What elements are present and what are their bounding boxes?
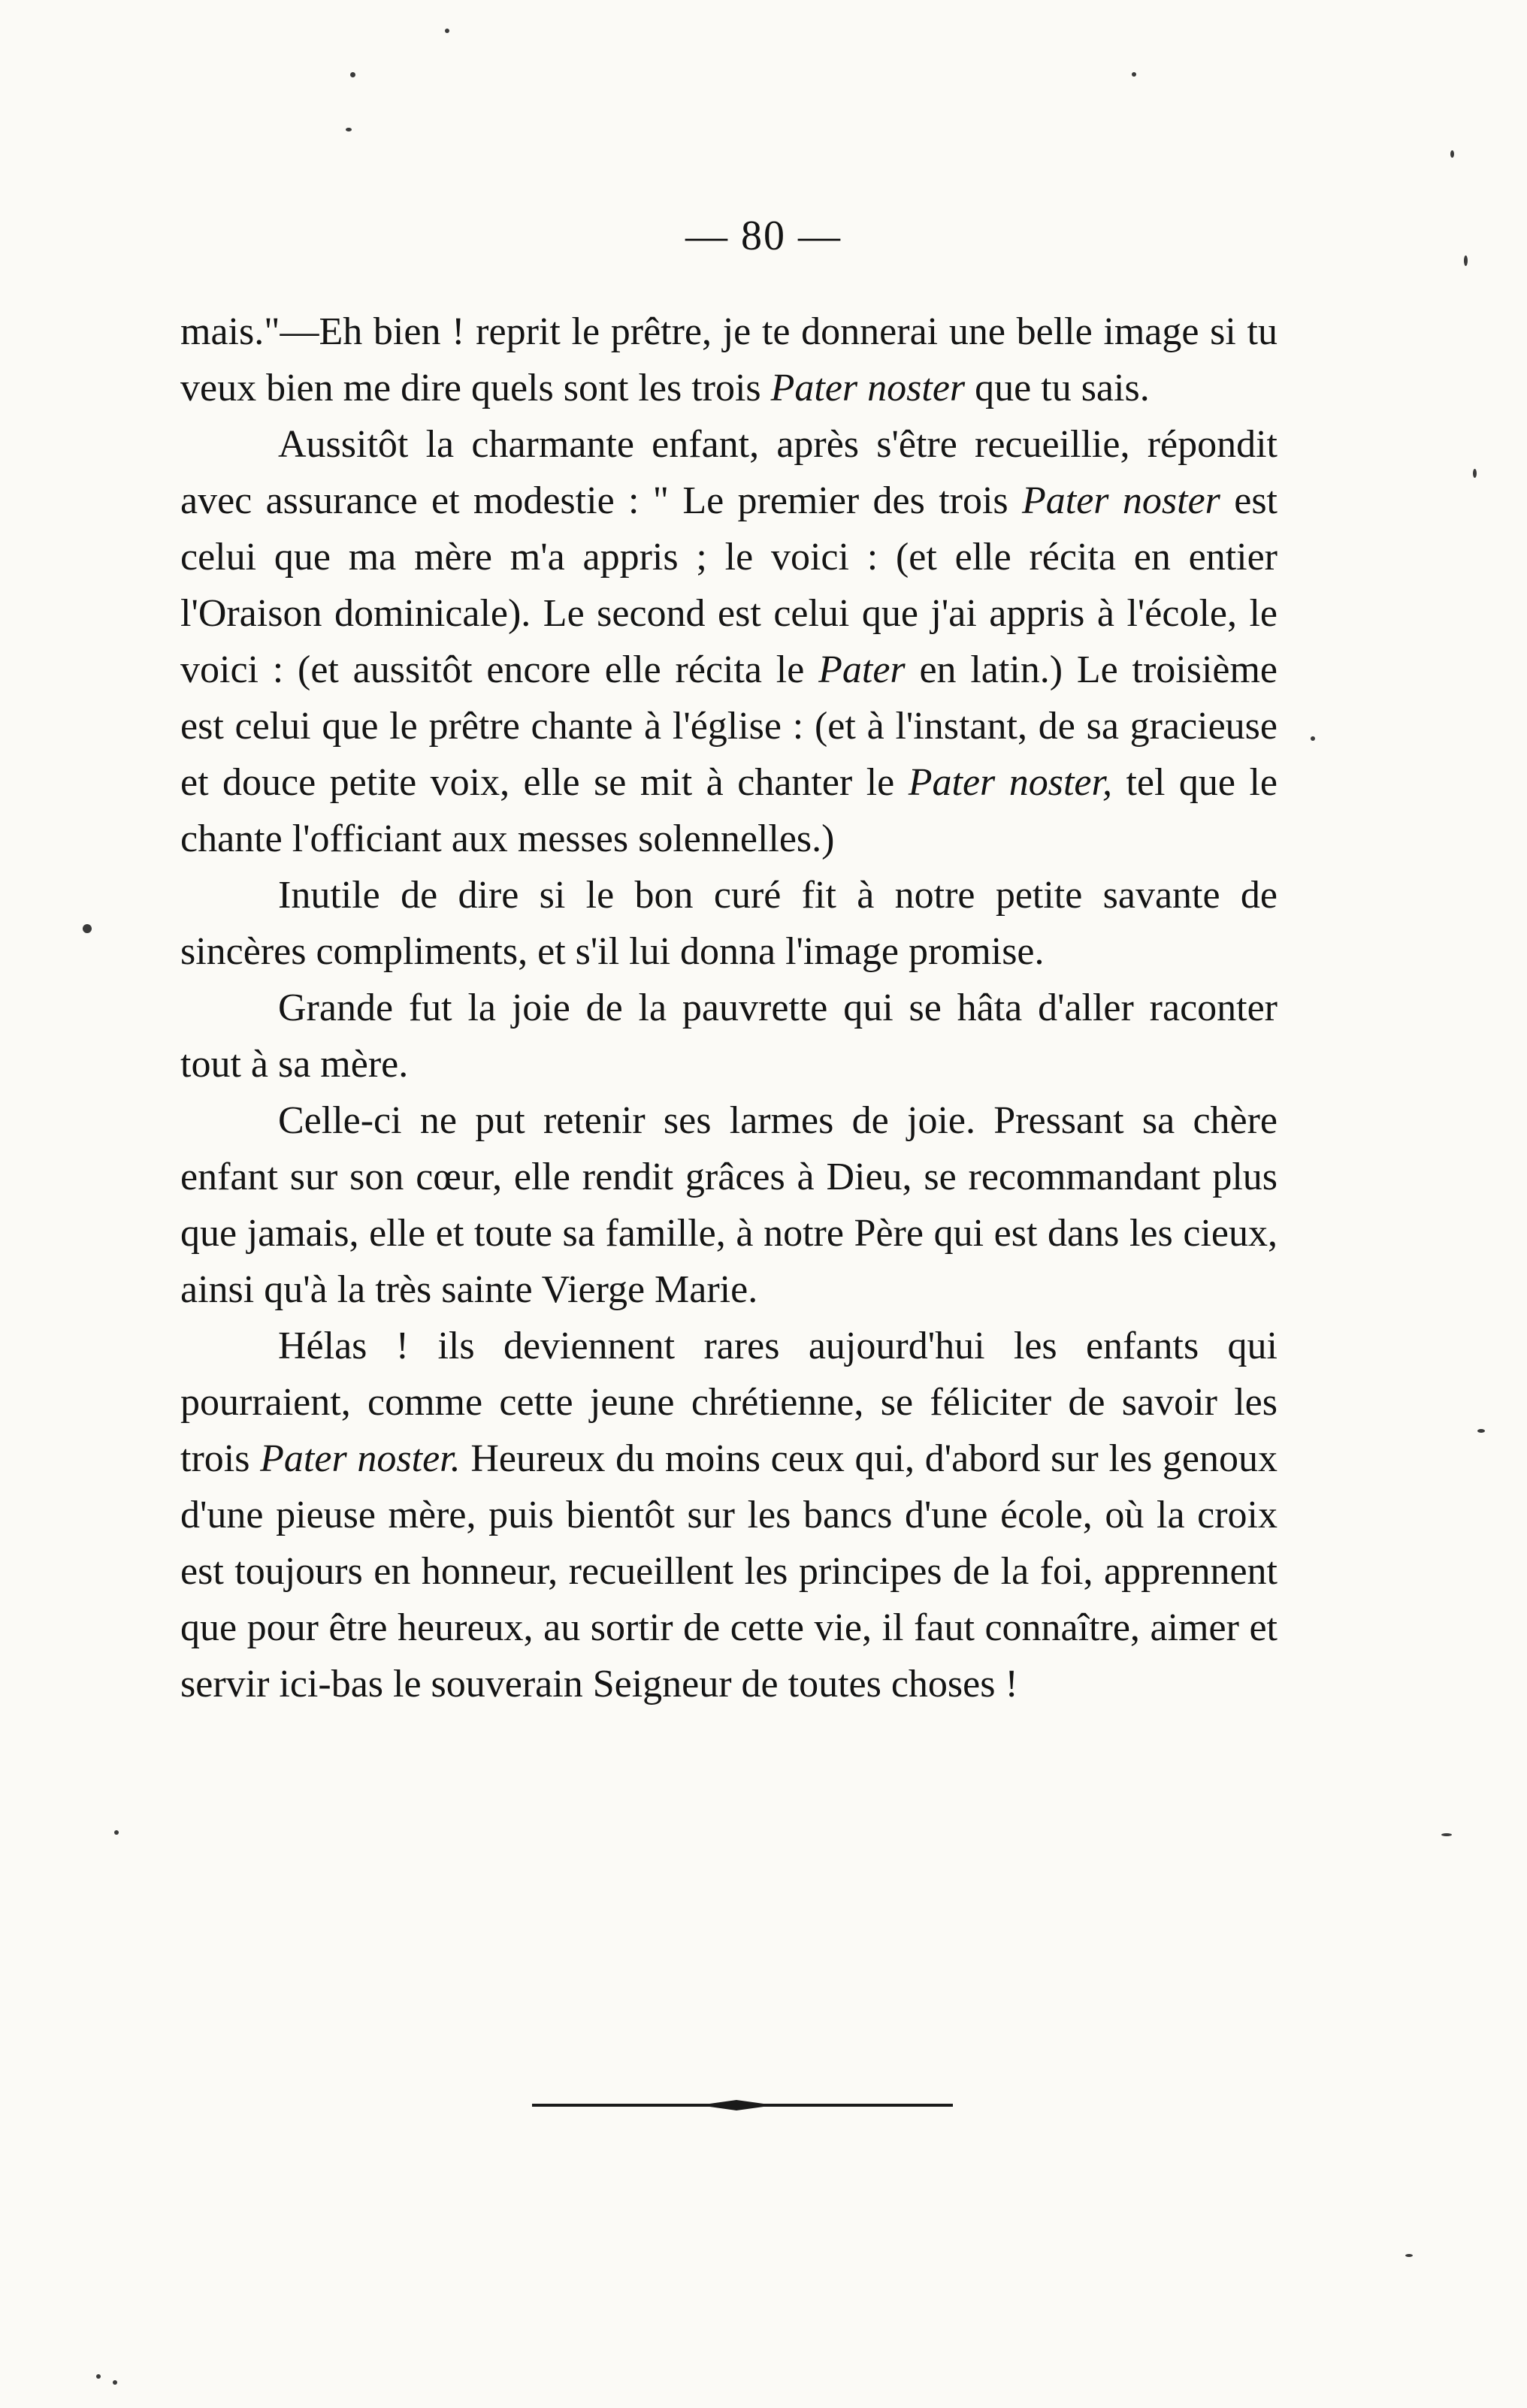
italic-text: Pater <box>818 648 906 691</box>
print-speck <box>1464 255 1468 266</box>
italic-text: Pater noster, <box>908 761 1112 804</box>
paragraph <box>180 1092 1278 1318</box>
print-speck <box>114 1830 119 1835</box>
italic-text: Pater noster <box>1022 479 1220 522</box>
print-speck <box>1441 1833 1452 1836</box>
print-speck <box>1450 150 1454 158</box>
body-text <box>180 304 1278 1712</box>
text-run: Heureux du moins ceux qui, d'abord sur les genoux d'une pieuse mère, puis bientôt sur les bancs d'une école, où la croix est toujours en honneur, recueillent les principes de la foi, apprennent que pour être heureux, au sortir de cette vie, il faut connaître, aimer et servir ici-bas le souverain Seigneur de toutes choses ! <box>180 1437 1278 1706</box>
text-run: Grande fut la joie de la pauvrette qui se hâta d'aller raconter tout à sa mère. <box>180 986 1278 1086</box>
italic-text: Pater noster <box>770 367 966 409</box>
print-speck <box>1311 736 1315 741</box>
print-speck <box>445 29 449 33</box>
print-speck <box>113 2380 117 2385</box>
text-run: Inutile de dire si le bon curé fit à notre petite savante de sincères compliments, et s'il lui donna l'image promise. <box>180 874 1278 973</box>
print-speck <box>83 924 92 933</box>
print-speck <box>1132 72 1136 77</box>
print-speck <box>350 72 355 77</box>
text-run: Aussitôt la charmante enfant, après s'être recueillie, répondit avec assurance et modestie : " Le premier des trois <box>180 423 1278 522</box>
text-run: Hélas ! ils deviennent rares aujourd'hui les enfants qui pourraient, comme cette jeune chrétienne, se féliciter de savoir les trois <box>180 1325 1278 1480</box>
closing-ornament-rule <box>532 2096 953 2114</box>
paragraph <box>180 416 1278 867</box>
text-run: est celui que ma mère m'a appris ; le voici : (et elle récita en entier l'Oraison dominicale). Le second est celui que j'ai appris à l'école, le voici : (et aussitôt encore elle récita le <box>180 479 1278 691</box>
print-speck <box>1473 469 1477 478</box>
paragraph <box>180 1318 1278 1712</box>
text-run: Celle-ci ne put retenir ses larmes de joie. Pressant sa chère enfant sur son cœur, elle rendit grâces à Dieu, se recommandant plus que jamais, elle et toute sa famille, à notre Père qui est dans les cieux, ainsi qu'à la très sainte Vierge Marie. <box>180 1099 1278 1311</box>
page-number: — 80 — <box>685 213 842 259</box>
paragraph <box>180 867 1278 980</box>
paragraph <box>180 980 1278 1092</box>
print-speck <box>1405 2254 1413 2257</box>
italic-text: Pater noster. <box>260 1437 461 1480</box>
paragraph <box>180 304 1278 416</box>
text-run: en latin.) Le troisième est celui que le prêtre chante à l'église : (et à l'instant, de sa gracieuse et douce petite voix, elle se mit à chanter le <box>180 648 1278 804</box>
text-run: tel que le chante l'officiant aux messes solennelles.) <box>180 761 1278 860</box>
print-speck <box>346 128 352 131</box>
text-run: que tu sais. <box>965 367 1150 409</box>
print-speck <box>96 2374 101 2379</box>
print-speck <box>1477 1429 1485 1433</box>
text-run: mais."—Eh bien ! reprit le prêtre, je te donnerai une belle image si tu veux bien me dire quels sont les trois <box>180 310 1278 409</box>
